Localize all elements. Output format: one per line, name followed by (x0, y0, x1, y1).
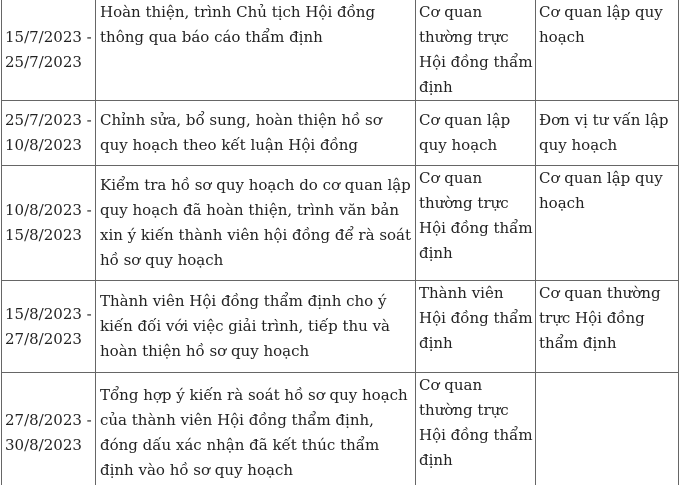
lead-agency-cell: Cơ quan lập quy hoạch (416, 101, 536, 166)
task-cell: Thành viên Hội đồng thẩm định cho ý kiến đối với việc giải trình, tiếp thu và hoàn thiện hồ sơ quy hoạch (96, 281, 416, 373)
task-cell: Kiểm tra hồ sơ quy hoạch do cơ quan lập quy hoạch đã hoàn thiện, trình văn bản xin ý kiến thành viên hội đồng để rà soát hồ sơ quy hoạch (96, 166, 416, 281)
task-cell: Hoàn thiện, trình Chủ tịch Hội đồng thông qua báo cáo thẩm định (96, 0, 416, 101)
table-row (2, 281, 679, 373)
task-cell: Chỉnh sửa, bổ sung, hoàn thiện hồ sơ quy hoạch theo kết luận Hội đồng (96, 101, 416, 166)
period-cell: 25/7/2023 - 10/8/2023 (2, 101, 96, 166)
support-agency-cell: Đơn vị tư vấn lập quy hoạch (536, 101, 679, 166)
support-agency-cell: Cơ quan thường trực Hội đồng thẩm định (536, 281, 679, 373)
schedule-table (1, 0, 679, 485)
period-cell: 27/8/2023 - 30/8/2023 (2, 373, 96, 485)
table-row (2, 166, 679, 281)
support-agency-cell (536, 373, 679, 485)
support-agency-cell: Cơ quan lập quy hoạch (536, 166, 679, 281)
task-cell: Tổng hợp ý kiến rà soát hồ sơ quy hoạch của thành viên Hội đồng thẩm định, đóng dấu xác nhận đã kết thúc thẩm định vào hồ sơ quy hoạch (96, 373, 416, 485)
period-cell: 10/8/2023 - 15/8/2023 (2, 166, 96, 281)
lead-agency-cell: Cơ quan thường trực Hội đồng thẩm định (416, 373, 536, 485)
lead-agency-cell: Cơ quan thường trực Hội đồng thẩm định (416, 166, 536, 281)
period-cell: 15/8/2023 - 27/8/2023 (2, 281, 96, 373)
lead-agency-cell: Thành viên Hội đồng thẩm định (416, 281, 536, 373)
table-row (2, 373, 679, 485)
lead-agency-cell: Cơ quan thường trực Hội đồng thẩm định (416, 0, 536, 101)
period-cell: 15/7/2023 - 25/7/2023 (2, 0, 96, 101)
table-row (2, 101, 679, 166)
table-row (2, 0, 679, 101)
support-agency-cell: Cơ quan lập quy hoạch (536, 0, 679, 101)
